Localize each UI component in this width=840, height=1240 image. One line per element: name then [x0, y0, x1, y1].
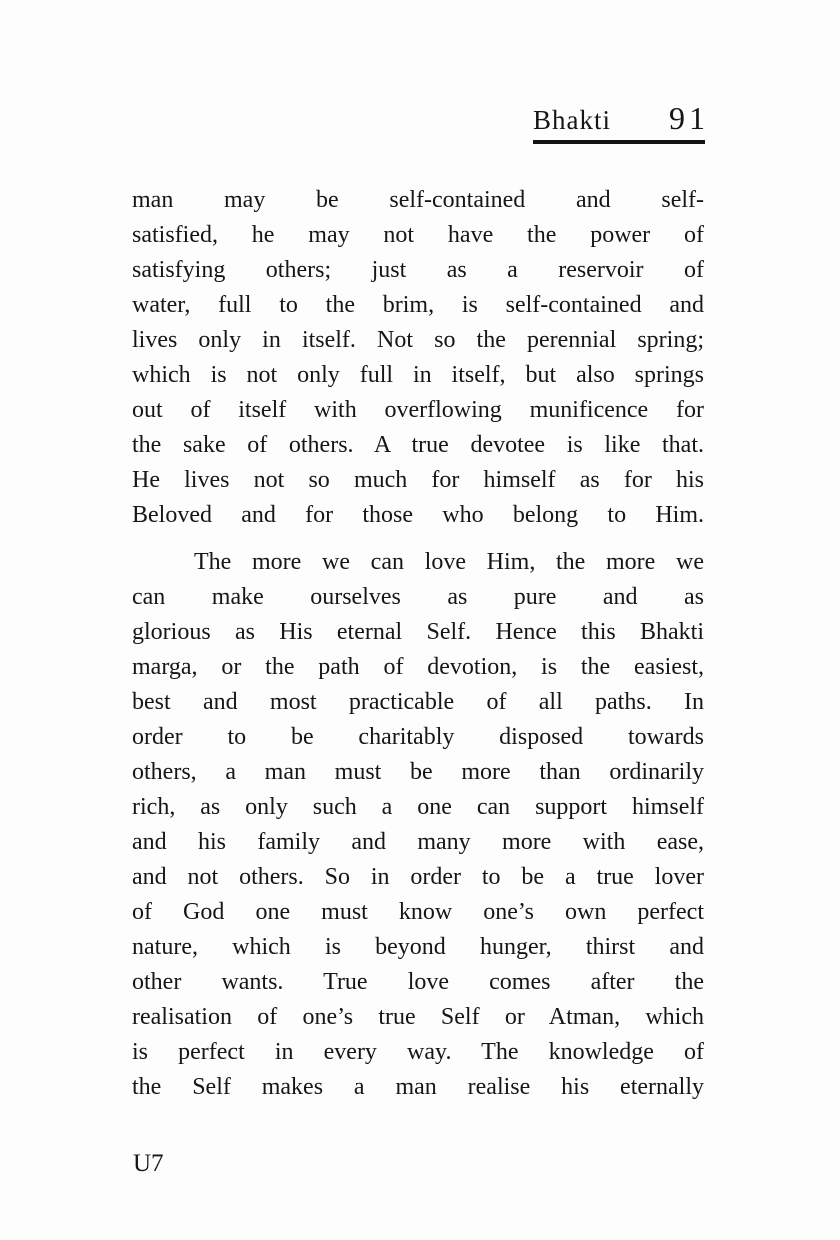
page-number: 91: [669, 100, 709, 136]
text-line: can make ourselves as pure and as: [132, 584, 704, 610]
text-line: water, full to the brim, is self-contained and: [132, 292, 704, 318]
text-line: marga, or the path of devotion, is the easiest,: [132, 654, 704, 680]
text-line: nature, which is beyond hunger, thirst and: [132, 934, 704, 960]
text-line: which is not only full in itself, but also springs: [132, 362, 704, 388]
text-line: lives only in itself. Not so the perennial spring;: [132, 327, 704, 353]
body-text: [132, 183, 704, 1105]
text-line: Beloved and for those who belong to Him.: [132, 502, 704, 528]
text-line: out of itself with overflowing munificence for: [132, 397, 704, 423]
text-line: He lives not so much for himself as for his: [132, 467, 704, 493]
text-line: man may be self-contained and self-: [132, 187, 704, 213]
paragraph: [132, 183, 704, 533]
page-header: [533, 100, 709, 144]
text-line: and his family and many more with ease,: [132, 829, 704, 855]
paragraph: [132, 545, 704, 1105]
header-rule: [533, 140, 705, 144]
text-line: other wants. True love comes after the: [132, 969, 704, 995]
text-line: is perfect in every way. The knowledge of: [132, 1039, 704, 1065]
text-line: realisation of one’s true Self or Atman, which: [132, 1004, 704, 1030]
text-line: satisfied, he may not have the power of: [132, 222, 704, 248]
text-line: the Self makes a man realise his eternally: [132, 1074, 704, 1100]
text-line: order to be charitably disposed towards: [132, 724, 704, 750]
signature-mark: U7: [133, 1150, 164, 1177]
text-line: of God one must know one’s own perfect: [132, 899, 704, 925]
text-line: and not others. So in order to be a true lover: [132, 864, 704, 890]
text-line: best and most practicable of all paths. In: [132, 689, 704, 715]
text-line: glorious as His eternal Self. Hence this Bhakti: [132, 619, 704, 645]
text-line: the sake of others. A true devotee is like that.: [132, 432, 704, 458]
running-title: Bhakti: [533, 105, 611, 135]
text-line: satisfying others; just as a reservoir of: [132, 257, 704, 283]
text-line: rich, as only such a one can support himself: [132, 794, 704, 820]
header-row: [533, 100, 709, 136]
page-footer: [133, 1148, 164, 1180]
text-line: The more we can love Him, the more we: [194, 549, 704, 575]
text-line: others, a man must be more than ordinarily: [132, 759, 704, 785]
